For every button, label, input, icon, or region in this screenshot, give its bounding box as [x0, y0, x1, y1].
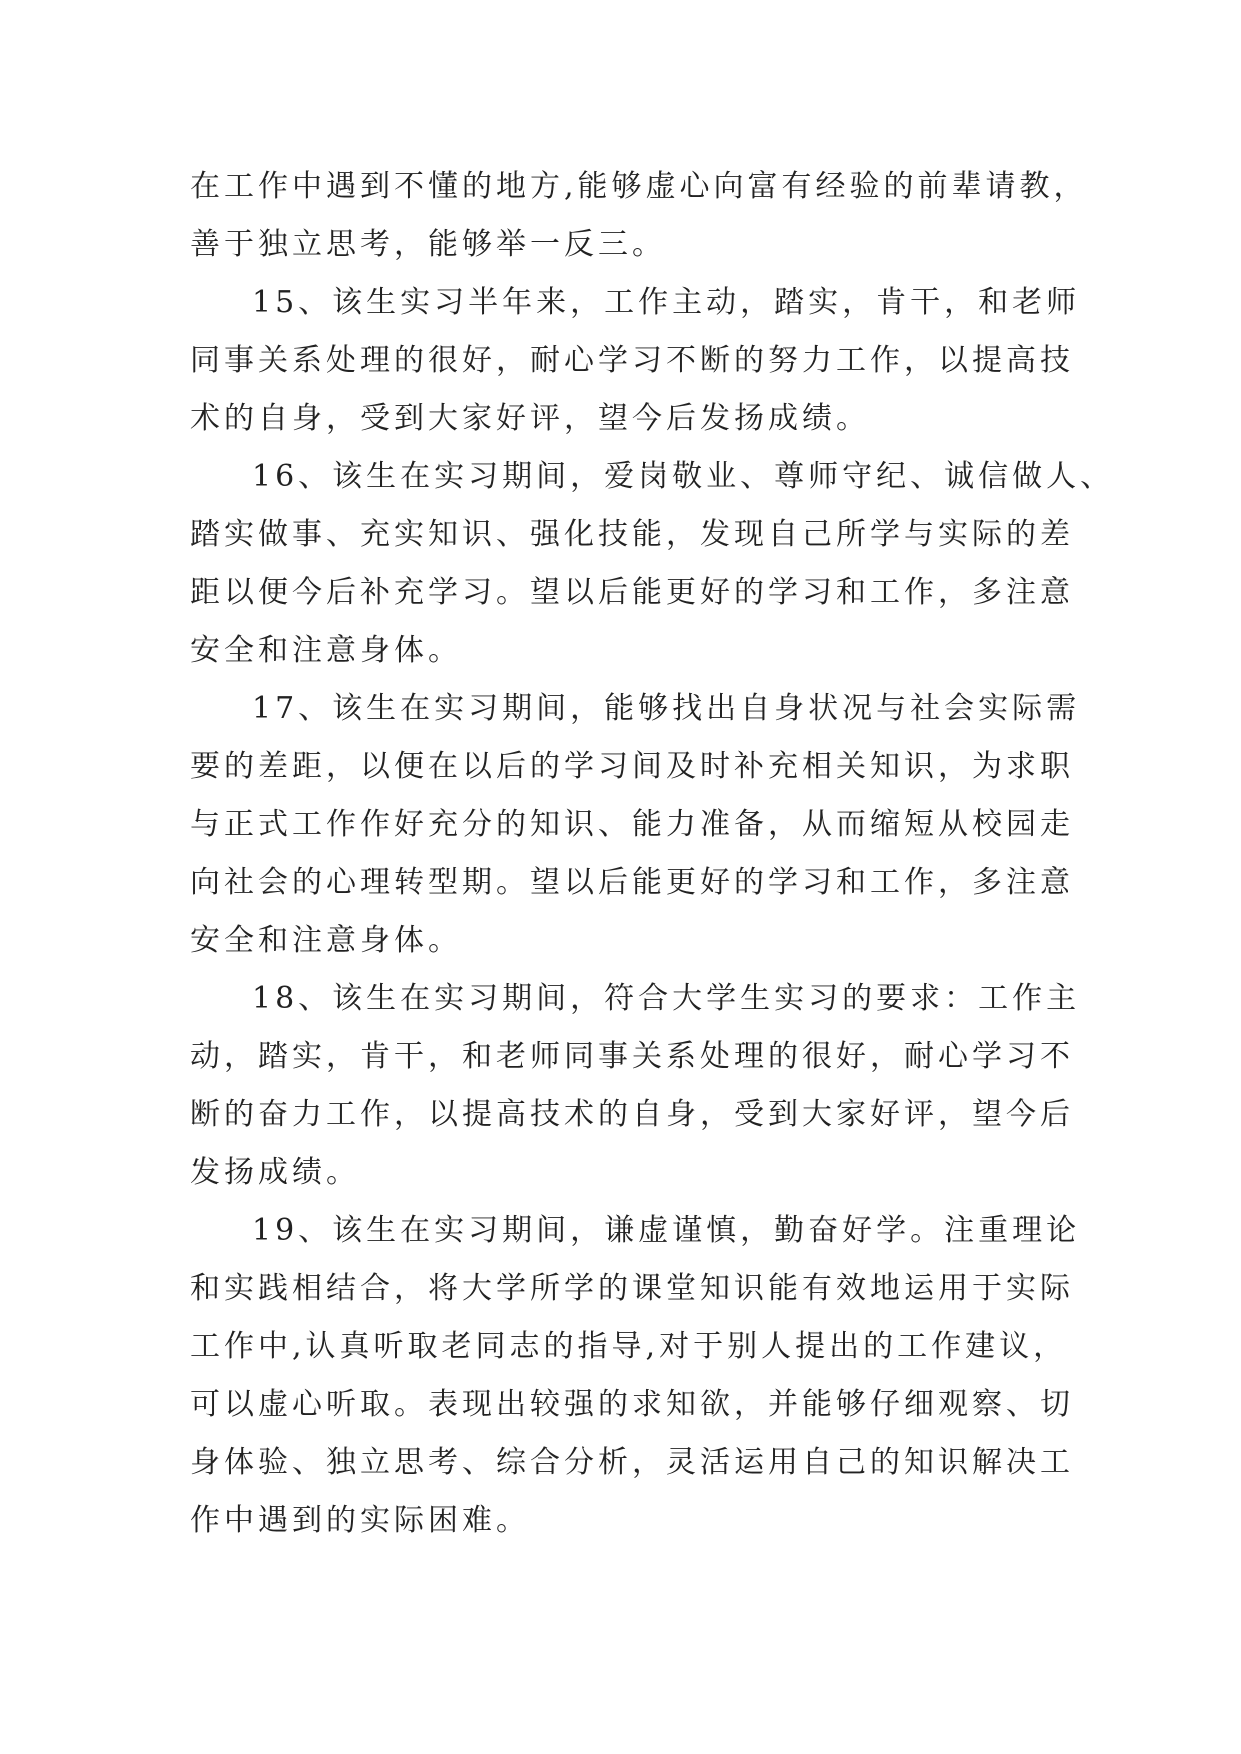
text-line: 向社会的心理转型期。望以后能更好的学习和工作，多注意	[190, 865, 1074, 900]
text-line: 17、该生在实习期间，能够找出自身状况与社会实际需	[252, 691, 1081, 726]
document-body	[190, 158, 1115, 1550]
paragraph-16	[190, 448, 1115, 680]
text-line: 15、该生实习半年来，工作主动，踏实，肯干，和老师	[252, 285, 1081, 320]
paragraph-17	[190, 680, 1081, 970]
text-line: 同事关系处理的很好，耐心学习不断的努力工作，以提高技	[190, 343, 1074, 378]
paragraph-15	[190, 274, 1081, 448]
text-line: 距以便今后补充学习。望以后能更好的学习和工作，多注意	[190, 575, 1074, 610]
paragraph-continuation	[190, 158, 1088, 274]
text-line: 断的奋力工作，以提高技术的自身，受到大家好评，望今后	[190, 1097, 1074, 1132]
text-line: 安全和注意身体。	[190, 923, 462, 958]
text-line: 16、该生在实习期间，爱岗敬业、尊师守纪、诚信做人、	[252, 459, 1115, 494]
text-line: 与正式工作作好充分的知识、能力准备，从而缩短从校园走	[190, 807, 1074, 842]
text-line: 安全和注意身体。	[190, 633, 462, 668]
text-line: 动，踏实，肯干，和老师同事关系处理的很好，耐心学习不	[190, 1039, 1074, 1074]
text-line: 踏实做事、充实知识、强化技能，发现自己所学与实际的差	[190, 517, 1074, 552]
text-line: 身体验、独立思考、综合分析，灵活运用自己的知识解决工	[190, 1445, 1074, 1480]
text-line: 可以虚心听取。表现出较强的求知欲，并能够仔细观察、切	[190, 1387, 1074, 1422]
text-line: 术的自身，受到大家好评，望今后发扬成绩。	[190, 401, 870, 436]
text-line: 19、该生在实习期间，谦虚谨慎，勤奋好学。注重理论	[252, 1213, 1081, 1248]
paragraph-19	[190, 1202, 1081, 1550]
text-line: 在工作中遇到不懂的地方,能够虚心向富有经验的前辈请教，	[190, 169, 1088, 204]
text-line: 作中遇到的实际困难。	[190, 1503, 530, 1538]
text-line: 要的差距，以便在以后的学习间及时补充相关知识，为求职	[190, 749, 1074, 784]
text-line: 发扬成绩。	[190, 1155, 360, 1190]
text-line: 工作中,认真听取老同志的指导,对于别人提出的工作建议，	[190, 1329, 1068, 1364]
text-line: 18、该生在实习期间，符合大学生实习的要求：工作主	[252, 981, 1081, 1016]
text-line: 善于独立思考，能够举一反三。	[190, 227, 666, 262]
text-line: 和实践相结合，将大学所学的课堂知识能有效地运用于实际	[190, 1271, 1074, 1306]
paragraph-18	[190, 970, 1081, 1202]
